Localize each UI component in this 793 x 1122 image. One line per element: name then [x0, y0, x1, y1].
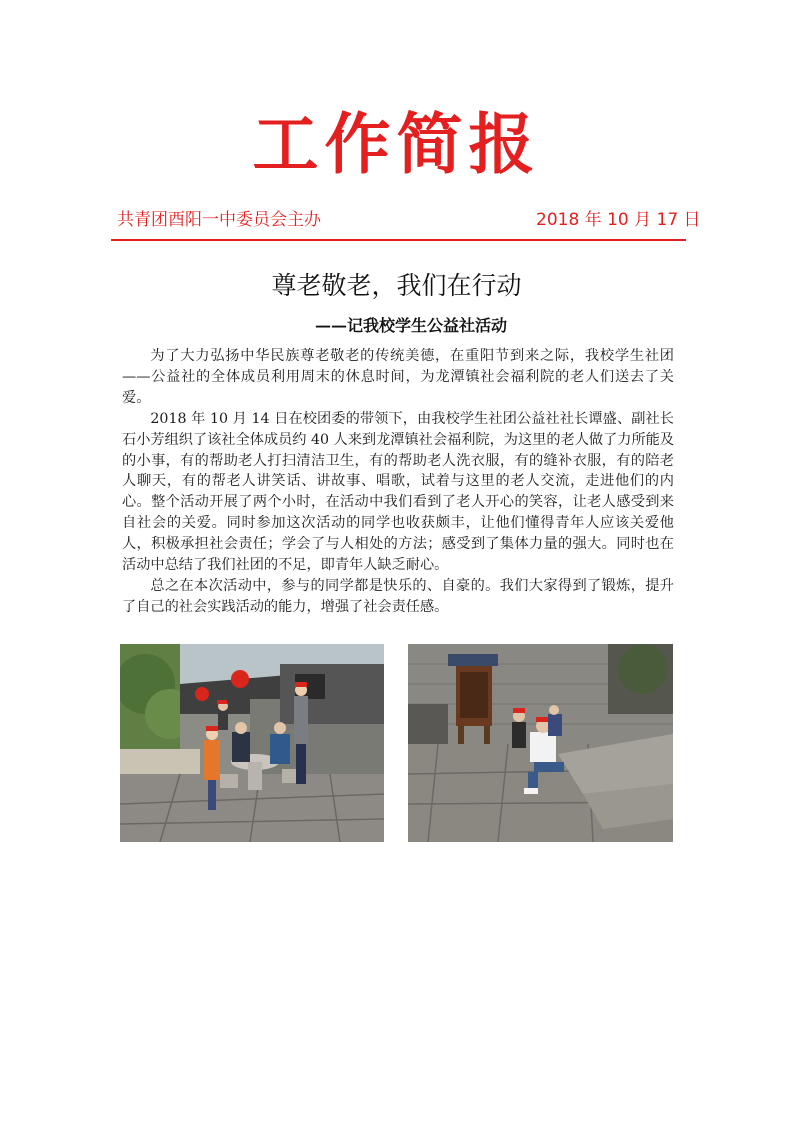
- article-title: 尊老敬老，我们在行动: [271, 271, 522, 300]
- article-paragraph-2: 2018 年 10 月 14 日在校团委的带领下，由我校学生社团公益社社长谭盛、副社长石小芳组织了该社全体成员约 40 人来到龙潭镇社会福利院，为这里的老人做了力所能及的小事，有的帮助老人打扫清洁卫生，有的帮助老人洗衣服，有的缝补衣服，有的陪老人聊天，有的帮老人讲笑话、讲故事、唱歌，试着与这里的老人交流，走进他们的内心。整个活动开展了两个小时，在活动中我们看到了老人开心的笑容，让老人感受到来自社会的关爱。同时参加这次活动的同学也收获颇丰，让他们懂得青年人应该关爱他人，积极承担社会责任；学会了与人相处的方法；感受到了集体力量的强大。同时也在活动中总结了我们社团的不足，即青年人缺乏耐心。: [122, 410, 675, 574]
- activity-photo-courtyard-image: [120, 644, 384, 842]
- article-body: [122, 346, 674, 618]
- organizer-line: 共青团酉阳一中委员会主办: [117, 210, 321, 230]
- activity-photo-steps-image: [408, 644, 673, 842]
- article-subtitle: ——记我校学生公益社活动: [315, 316, 508, 335]
- article-paragraph-1: 为了大力弘扬中华民族尊老敬老的传统美德，在重阳节到来之际，我校学生社团——公益社的全体成员利用周末的休息时间，为龙潭镇社会福利院的老人们送去了关爱。: [122, 348, 674, 406]
- header-divider: [111, 239, 686, 241]
- newsletter-masthead: 工作简报: [252, 105, 541, 183]
- activity-photo-steps: [408, 644, 673, 842]
- activity-photo-courtyard: [120, 644, 384, 842]
- issue-date: 2018 年 10 月 17 日: [536, 210, 701, 230]
- article-paragraph-3: 总之在本次活动中，参与的同学都是快乐的、自豪的。我们大家得到了锻炼，提升了自己的社会实践活动的能力，增强了社会责任感。: [122, 577, 674, 615]
